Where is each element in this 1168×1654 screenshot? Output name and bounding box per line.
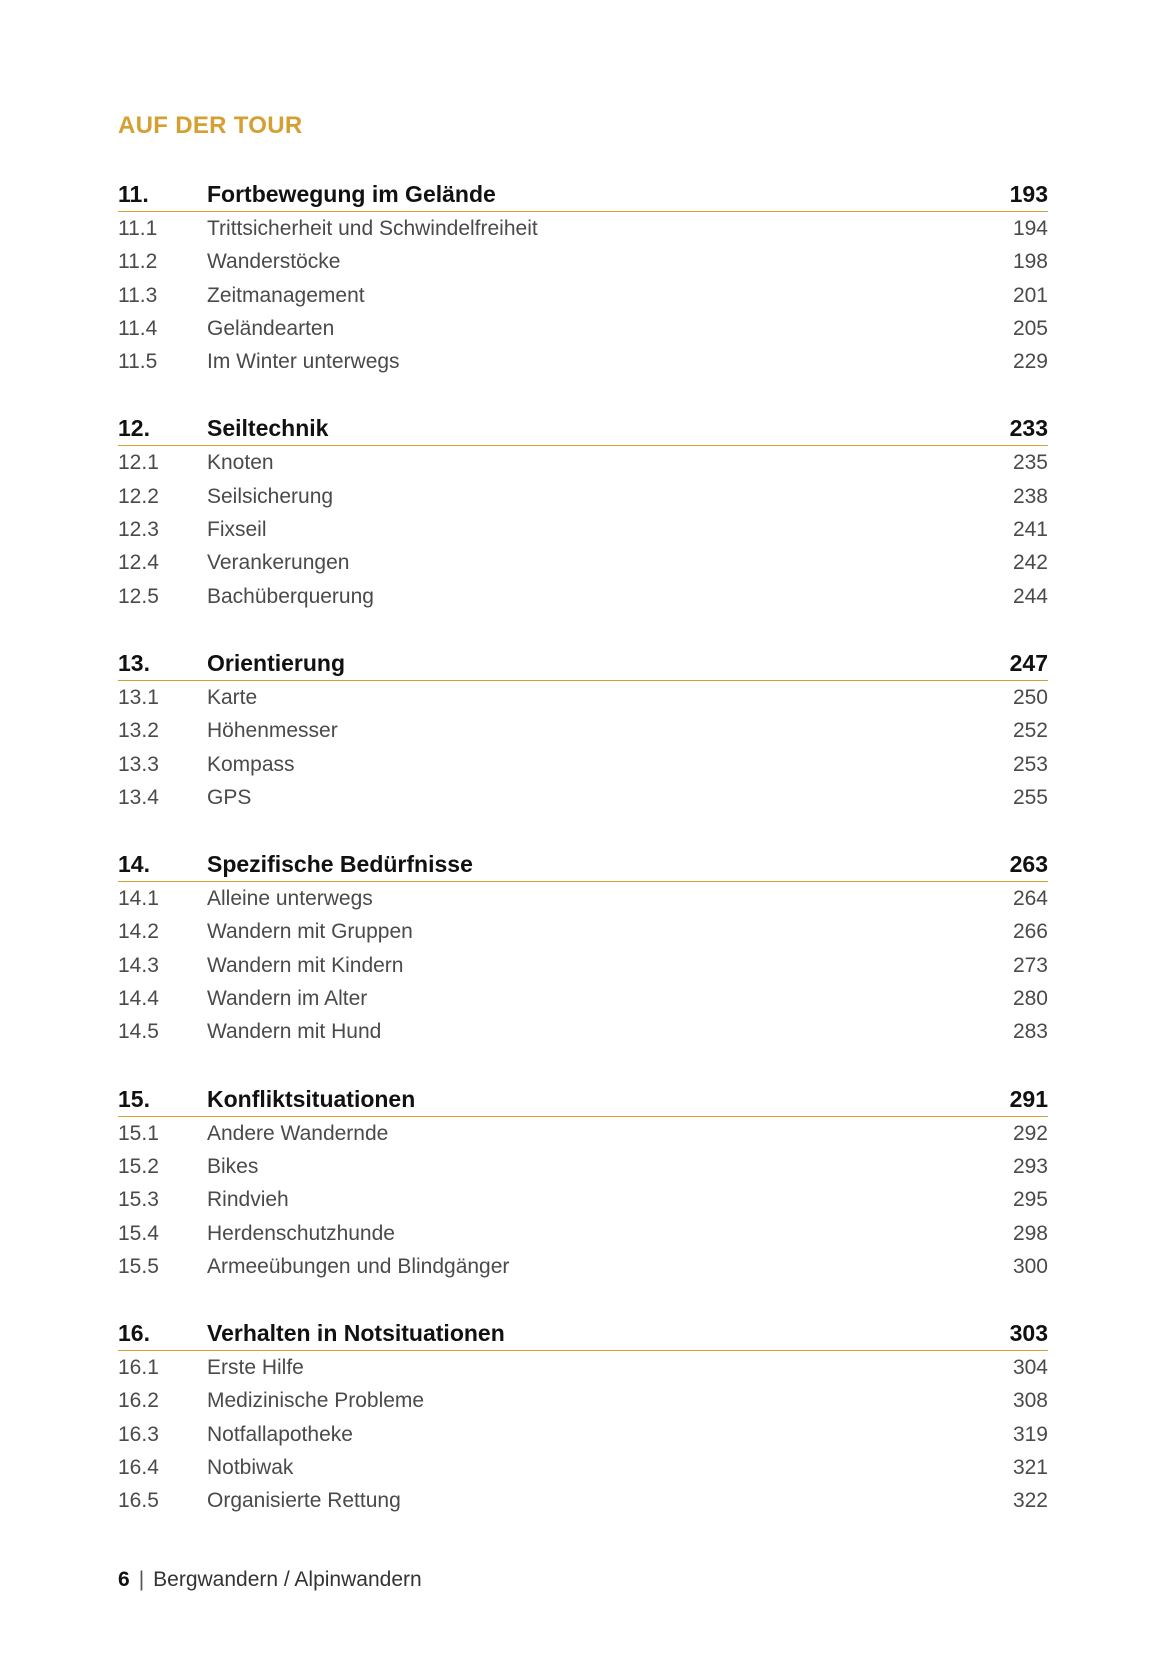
entry-number: 16.1 [118,1356,159,1380]
chapter-title: Seiltechnik [207,415,329,442]
entry-page: 252 [1012,719,1048,743]
toc-entry[interactable] [118,513,1048,546]
entry-page: 280 [1012,987,1048,1011]
entry-title: Erste Hilfe [207,1356,304,1380]
entry-number: 12.5 [118,584,159,608]
entry-title: Rindvieh [207,1188,289,1212]
entry-title: Seilsicherung [207,484,334,508]
toc-chapter [118,647,1048,814]
entry-number: 14.2 [118,920,159,944]
toc-entry[interactable] [118,714,1048,747]
entry-title: Armeeübungen und Blindgänger [207,1254,510,1278]
entry-title: Wandern im Alter [207,987,368,1011]
entry-page: 321 [1012,1456,1048,1480]
entry-number: 11.5 [118,350,158,374]
toc-entry[interactable] [118,1384,1048,1417]
entry-title: Alleine unterwegs [207,887,373,911]
entry-page: 295 [1012,1188,1048,1212]
entry-title: Organisierte Rettung [207,1489,401,1513]
entry-title: Verankerungen [207,551,350,575]
chapter-page: 291 [1009,1085,1048,1112]
toc-chapter [118,412,1048,612]
entry-title: Wandern mit Gruppen [207,920,413,944]
chapter-number: 14. [118,851,150,878]
entry-page: 238 [1012,484,1048,508]
toc-entry[interactable] [118,1183,1048,1216]
entry-title: Notfallapotheke [207,1422,353,1446]
entry-title: Medizinische Probleme [207,1389,425,1413]
chapter-title: Fortbewegung im Gelände [207,181,496,207]
toc-entry[interactable] [118,546,1048,579]
toc-entry[interactable] [118,949,1048,982]
entry-title: Höhenmesser [207,719,338,743]
footer-separator: | [138,1568,145,1591]
toc-entry[interactable] [118,1451,1048,1484]
chapter-page: 247 [1009,649,1048,676]
chapter-page: 263 [1009,851,1048,878]
entry-number: 12.4 [118,551,159,575]
toc-entry[interactable] [118,446,1048,479]
entry-number: 11.1 [118,217,158,240]
entry-page: 266 [1012,920,1048,944]
entry-page: 229 [1012,350,1048,374]
table-of-contents [118,178,1048,1552]
page-footer [118,1568,422,1592]
chapter-page: 233 [1009,415,1048,442]
chapter-title: Konfliktsituationen [207,1085,416,1112]
entry-page: 241 [1012,518,1048,542]
entry-page: 298 [1012,1221,1048,1245]
toc-chapter [118,1083,1048,1283]
entry-page: 304 [1012,1356,1048,1380]
entry-page: 242 [1012,551,1048,575]
entry-page: 308 [1012,1389,1048,1413]
entry-title: Andere Wandernde [207,1121,389,1145]
entry-number: 15.2 [118,1154,159,1178]
entry-number: 16.2 [118,1389,159,1413]
entry-page: 322 [1012,1489,1048,1513]
toc-entry[interactable] [118,882,1048,915]
entry-page: 255 [1012,785,1048,809]
entry-number: 14.4 [118,987,159,1011]
entry-number: 12.2 [118,484,159,508]
chapter-number: 13. [118,649,150,676]
entry-title: Wanderstöcke [207,250,341,274]
chapter-page: 193 [1009,181,1048,207]
toc-entry[interactable] [118,1351,1048,1384]
entry-page: 293 [1012,1154,1048,1178]
toc-entry[interactable] [118,915,1048,948]
entry-number: 13.3 [118,752,159,776]
toc-entry[interactable] [118,279,1048,312]
section-title: AUF DER TOUR [118,112,303,139]
entry-title: Knoten [207,451,274,475]
footer-book-title: Bergwandern / Alpinwandern [153,1568,422,1591]
entry-title: Kompass [207,752,295,776]
toc-entry[interactable] [118,781,1048,814]
toc-entry[interactable] [118,1117,1048,1150]
entry-title: Wandern mit Hund [207,1020,382,1044]
entry-page: 319 [1012,1422,1048,1446]
entry-number: 12.3 [118,518,159,542]
toc-entry[interactable] [118,1217,1048,1250]
entry-title: Herdenschutzhunde [207,1221,395,1245]
entry-page: 194 [1012,217,1048,240]
entry-number: 15.3 [118,1188,159,1212]
chapter-number: 12. [118,415,150,442]
entry-page: 253 [1012,752,1048,776]
toc-entry[interactable] [118,1418,1048,1451]
chapter-heading[interactable] [118,412,1048,446]
chapter-title: Spezifische Bedürfnisse [207,851,473,878]
entry-number: 15.1 [118,1121,159,1145]
chapter-number: 15. [118,1085,150,1112]
entry-title: Fixseil [207,518,267,542]
entry-title: GPS [207,785,252,809]
entry-number: 13.2 [118,719,159,743]
entry-title: Bikes [207,1154,259,1178]
entry-page: 201 [1012,283,1048,307]
toc-entry[interactable] [118,580,1048,613]
entry-number: 16.4 [118,1456,159,1480]
toc-entry[interactable] [118,1250,1048,1283]
entry-title: Notbiwak [207,1456,294,1480]
entry-page: 300 [1012,1254,1048,1278]
toc-entry[interactable] [118,1015,1048,1048]
entry-page: 205 [1012,316,1048,340]
chapter-title: Orientierung [207,649,346,676]
toc-entry[interactable] [118,748,1048,781]
entry-page: 273 [1012,953,1048,977]
toc-entry[interactable] [118,1150,1048,1183]
entry-page: 292 [1012,1121,1048,1145]
toc-chapter [118,848,1048,1048]
chapter-number: 16. [118,1320,150,1347]
entry-title: Bachüberquerung [207,584,374,608]
toc-chapter [118,1317,1048,1517]
entry-number: 16.3 [118,1422,159,1446]
entry-title: Wandern mit Kindern [207,953,404,977]
entry-title: Im Winter unterwegs [207,350,400,374]
entry-title: Geländearten [207,316,335,340]
chapter-heading[interactable] [118,848,1048,882]
toc-entry[interactable] [118,982,1048,1015]
entry-page: 244 [1012,584,1048,608]
entry-page: 283 [1012,1020,1048,1044]
entry-title: Zeitmanagement [207,283,365,307]
toc-entry[interactable] [118,245,1048,278]
entry-title: Karte [207,685,258,709]
entry-title: Trittsicherheit und Schwindelfreiheit [207,217,538,240]
entry-number: 14.1 [118,887,159,911]
entry-number: 13.1 [118,685,159,709]
entry-page: 198 [1012,250,1048,274]
entry-number: 14.5 [118,1020,159,1044]
entry-page: 235 [1012,451,1048,475]
entry-number: 16.5 [118,1489,159,1513]
entry-number: 11.4 [118,316,158,340]
chapter-page: 303 [1009,1320,1048,1347]
entry-number: 11.3 [118,283,158,307]
entry-number: 15.4 [118,1221,159,1245]
chapter-number: 11. [118,181,149,207]
toc-entry[interactable] [118,345,1048,378]
toc-entry[interactable] [118,681,1048,714]
chapter-title: Verhalten in Notsituationen [207,1320,505,1347]
chapter-heading[interactable] [118,1083,1048,1117]
entry-page: 250 [1012,685,1048,709]
toc-chapter [118,178,1048,378]
entry-number: 11.2 [118,250,158,274]
entry-number: 15.5 [118,1254,159,1278]
chapter-heading[interactable] [118,647,1048,681]
chapter-heading[interactable] [118,178,1048,212]
toc-entry[interactable] [118,480,1048,513]
footer-page-number: 6 [118,1568,130,1591]
entry-number: 12.1 [118,451,159,475]
entry-page: 264 [1012,887,1048,911]
toc-entry[interactable] [118,312,1048,345]
chapter-heading[interactable] [118,1317,1048,1351]
toc-entry[interactable] [118,212,1048,245]
entry-number: 14.3 [118,953,159,977]
entry-number: 13.4 [118,785,159,809]
toc-entry[interactable] [118,1484,1048,1517]
